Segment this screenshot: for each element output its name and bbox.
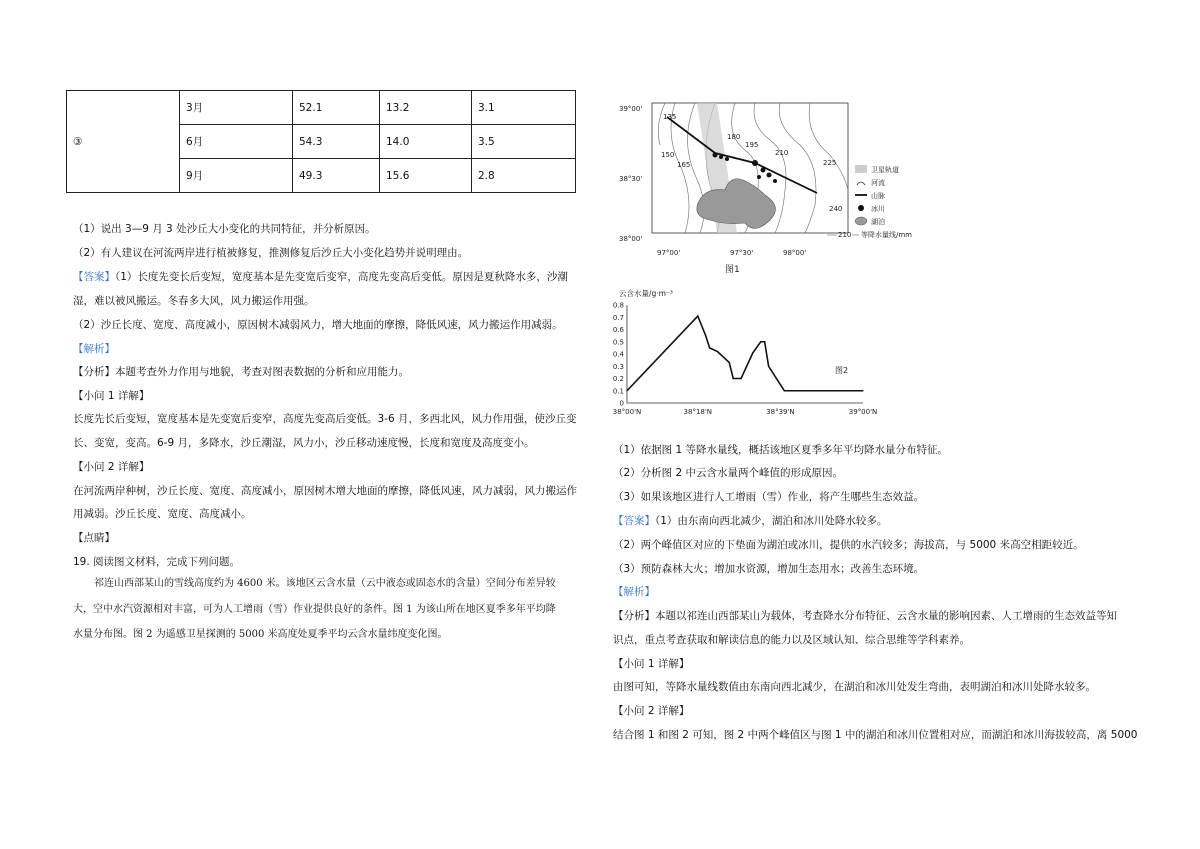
legend-label: 河流 <box>871 179 885 187</box>
y-tick-label: 0.6 <box>612 326 624 334</box>
material-line-2: 大，空中水汽资源相对丰富，可为人工增雨（雪）作业提供良好的条件。图 1 为该山所在地区夏季多年平均降 <box>73 604 556 615</box>
data-point <box>697 315 698 316</box>
data-point <box>764 341 765 342</box>
figure-1-map <box>605 95 945 280</box>
table-cell: 3.5 <box>472 125 576 159</box>
detail-2-line-1: 在河流两岸种树，沙丘长度、宽度、高度减小，原因树木增大地面的摩擦，降低风速，风力减弱，风力搬运作 <box>73 485 577 497</box>
chart-y-axis-title: 云含水量/g·m⁻³ <box>619 289 673 298</box>
row-label-cell <box>67 91 180 193</box>
lat-label: 39°00' <box>619 105 643 113</box>
x-tick-label: 39°00'N <box>848 408 878 416</box>
material-line-1: 祁连山西部某山的雪线高度约为 4600 米。该地区云含水量（云中液态或固态水的含量）空间分布差异较 <box>94 578 556 589</box>
data-point <box>862 390 863 391</box>
analysis-text: 【分析】本题考查外力作用与地貌，考查对图表数据的分析和应用能力。 <box>73 366 409 378</box>
subquestion-1-heading: 【小问 1 详解】 <box>613 658 690 670</box>
answer-1-line-1 <box>73 270 568 284</box>
y-tick-label: 0.1 <box>612 387 624 396</box>
table-cell: 3.1 <box>472 91 576 125</box>
subquestion-1-heading: 【小问 1 详解】 <box>73 390 150 402</box>
table-cell: 14.0 <box>380 125 472 159</box>
data-point <box>717 351 718 352</box>
analysis-tag: 【解析】 <box>613 586 655 598</box>
lon-label: 98°00' <box>783 249 807 257</box>
legend-swatch-glacier <box>858 205 864 211</box>
detail-2-line-2: 用减弱。沙丘长度、宽度、高度减小。 <box>73 508 252 520</box>
y-tick-label: 0.3 <box>612 362 624 371</box>
contour-label: 210 <box>775 149 789 157</box>
x-tick-label: 38°18'N <box>683 408 713 416</box>
table-cell: 15.6 <box>380 159 472 193</box>
detail-1-line-2: 长、变宽，变高。6-9 月，多降水，沙丘潮湿，风力小，沙丘移动速度慢，长度和宽度及高度变小。 <box>73 437 535 449</box>
y-tick-label: 0 <box>619 399 624 408</box>
lat-label: 38°00' <box>619 235 643 243</box>
figure-2-chart <box>605 285 895 430</box>
table-cell: 9月 <box>180 159 293 193</box>
subquestion-2-heading: 【小问 2 详解】 <box>73 461 150 473</box>
data-point <box>709 347 710 348</box>
data-point <box>733 378 734 379</box>
answer-text: （1）长度先变长后变短，宽度基本是先变宽后变窄，高度先变高后变低。原因是夏秋降水多，沙潮 <box>115 271 568 283</box>
legend-label: 冰川 <box>871 205 885 213</box>
question-1: （1）依据图 1 等降水量线，概括该地区夏季多年平均降水量分布特征。 <box>613 444 949 456</box>
legend-swatch-lake <box>855 217 867 225</box>
question-19: 19. 阅读图文材料，完成下列问题。 <box>73 556 241 568</box>
answer-2: （2）沙丘长度、宽度、高度减小，原因树木减弱风力，增大地面的摩擦，降低风速，风力搬运作用减弱。 <box>73 319 563 331</box>
row-label: ③ <box>73 135 83 148</box>
analysis-line-1: 【分析】本题以祁连山西部某山为载体，考查降水分布特征、云含水量的影响因素、人工增雨的生态效益等知 <box>613 610 1117 622</box>
key-points-heading: 【点睛】 <box>73 532 115 544</box>
data-point <box>729 362 730 363</box>
contour-label: 150 <box>661 151 675 159</box>
contour-label: 195 <box>745 141 759 149</box>
detail-1-line-1: 长度先长后变短，宽度基本是先变宽后变窄，高度先变高后变低。3-6 月，多西北风，风力作用强，使沙丘变 <box>73 413 577 425</box>
x-tick-label: 38°39'N <box>766 408 795 416</box>
data-table <box>66 90 576 193</box>
table-cell: 3月 <box>180 91 293 125</box>
answer-3: （3）预防森林大火；增加水资源，增加生态用水；改善生态环境。 <box>613 563 925 575</box>
data-point <box>626 390 627 391</box>
y-tick-label: 0.5 <box>612 338 624 347</box>
cloud-water-series-line <box>627 316 863 391</box>
data-point <box>760 341 761 342</box>
legend-label: 等降水量线/mm <box>861 231 912 239</box>
answer-tag: 【答案】 <box>73 271 115 283</box>
answer-tag: 【答案】 <box>613 515 655 527</box>
question-2: （2）有人建议在河流两岸进行植被修复，推测修复后沙丘大小变化趋势并说明理由。 <box>73 247 469 259</box>
table-cell: 54.3 <box>293 125 380 159</box>
data-point <box>752 352 753 353</box>
material-line-3: 水量分布图。图 2 为遥感卫星探测的 5000 米高度处夏季平均云含水量纬度变化图。 <box>73 629 448 640</box>
detail-1: 由图可知，等降水量线数值由东南向西北减少，在湖泊和冰川处发生弯曲，表明湖泊和冰川处降水较多。 <box>613 681 1096 693</box>
x-tick-label: 38°00'N <box>612 408 642 416</box>
y-tick-label: 0.7 <box>612 313 624 322</box>
question-3: （3）如果该地区进行人工增雨（雪）作业，将产生哪些生态效益。 <box>613 491 925 503</box>
contour-label: 240 <box>829 205 843 213</box>
legend-isohyet-value: 210 <box>838 231 852 239</box>
answer-1-line-2: 湿，难以被风搬运。冬春多大风，风力搬运作用强。 <box>73 295 315 307</box>
y-tick-label: 0.4 <box>612 350 624 359</box>
legend-label: 湖泊 <box>871 218 885 226</box>
analysis-line-2: 识点，重点考查获取和解读信息的能力以及区域认知、综合思维等学科素养。 <box>613 634 970 646</box>
lat-label: 38°30' <box>619 175 643 183</box>
table-cell: 52.1 <box>293 91 380 125</box>
data-point <box>705 335 706 336</box>
data-point <box>740 378 741 379</box>
answer-2: （2）两个峰值区对应的下垫面为湖泊或冰川，提供的水汽较多；海拔高，与 5000 米高空相距较近。 <box>613 539 1084 551</box>
contour-label: 135 <box>663 113 677 121</box>
table-cell: 13.2 <box>380 91 472 125</box>
table-cell: 49.3 <box>293 159 380 193</box>
answer-1 <box>613 514 887 528</box>
answer-text: （1）由东南向西北减少，湖泊和冰川处降水较多。 <box>655 515 888 527</box>
detail-2: 结合图 1 和图 2 可知，图 2 中两个峰值区与图 1 中的湖泊和冰川位置相对应，而湖泊和冰川海拔较高，离 5000 <box>613 729 1138 741</box>
y-tick-label: 0.2 <box>612 375 624 383</box>
legend-swatch-satellite <box>855 165 867 173</box>
figure-2-label: 图2 <box>835 366 849 375</box>
question-1: （1）说出 3—9 月 3 处沙丘大小变化的共同特征，并分析原因。 <box>73 223 376 235</box>
contour-label: 165 <box>677 161 691 169</box>
legend-label: 卫星轨道 <box>871 166 899 174</box>
question-2: （2）分析图 2 中云含水量两个峰值的形成原因。 <box>613 467 844 479</box>
contour-label: 225 <box>823 159 837 167</box>
data-point <box>784 390 785 391</box>
table-cell: 2.8 <box>472 159 576 193</box>
legend-swatch-river <box>857 182 865 185</box>
table-cell: 6月 <box>180 125 293 159</box>
legend-label: 山脉 <box>871 192 885 200</box>
data-point <box>768 366 769 367</box>
figure-1-caption: 图1 <box>725 265 740 275</box>
y-tick-label: 0.8 <box>612 301 624 310</box>
contour-label: 180 <box>727 133 741 141</box>
lon-label: 97°30' <box>730 249 754 257</box>
table-row <box>67 91 576 125</box>
analysis-tag: 【解析】 <box>73 343 115 355</box>
lon-label: 97°00' <box>657 249 681 257</box>
subquestion-2-heading: 【小问 2 详解】 <box>613 705 690 717</box>
